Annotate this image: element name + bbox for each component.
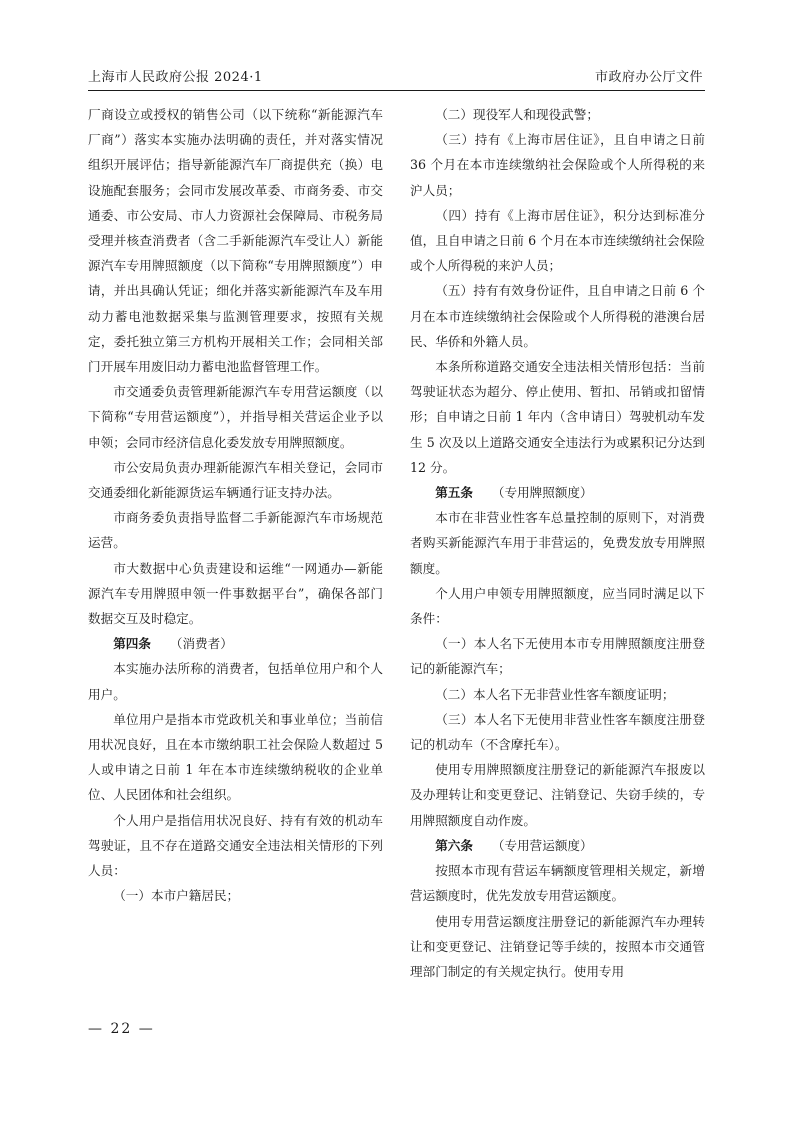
header-publication-title: 上海市人民政府公报 2024·1: [88, 70, 263, 85]
paragraph: （三）持有《上海市居住证》，且自申请之日前 36 个月在本市连续缴纳社会保险或个人所得税的来沪人员；: [410, 132, 705, 198]
paragraph: 本实施办法所称的消费者，包括单位用户和个人用户。: [88, 661, 383, 702]
article-number: 第六条: [435, 837, 473, 853]
article-topic: （消费者）: [176, 636, 233, 652]
paragraph: 个人用户是指信用状况良好、持有有效的机动车驾驶证，且不存在道路交通安全违法相关情形的下列人员：: [88, 812, 383, 879]
paragraph: 使用专用营运额度注册登记的新能源汽车办理转让和变更登记、注销登记等手续的，按照本市交通管理部门制定的有关规定执行。使用专用: [410, 913, 705, 979]
paragraph: （二）本人名下无非营业性客车额度证明；: [435, 686, 675, 702]
paragraph: 单位用户是指本市党政机关和事业单位；当前信用状况良好，且在本市缴纳职工社会保险人数超过 5 人或申请之日前 1 年在本市连续缴纳税收的企业单位、人民团体和社会组织。: [88, 711, 383, 803]
header-section-title: 市政府办公厅文件: [594, 70, 703, 85]
paragraph: 市大数据中心负责建设和运维“一网通办—新能源汽车专用牌照申领一件事数据平台”，确保各部门数据交互及时稳定。: [88, 560, 383, 627]
paragraph: 厂商设立或授权的销售公司（以下统称“新能源汽车厂商”）落实本实施办法明确的责任，并对落实情况组织开展评估；指导新能源汽车厂商提供充（换）电设施配套服务；会同市发展改革委、市商务委、市交通委、市公安局、市人力资源社会保障局、市税务局受理并核查消费者（含二手新能源汽车受让人）新能源汽车专用牌照额度（以下简称“专用牌照额度”）申请，并出具确认凭证；细化并落实新能源汽车及车用动力蓄电池数据采集与监测管理要求，按照有关规定，委托独立第三方机构开展相关工作；会同相关部门开展车用废旧动力蓄电池监督管理工作。: [88, 107, 383, 375]
article-topic: （专用牌照额度）: [498, 485, 593, 501]
article-heading: [88, 631, 383, 656]
article-heading: [410, 480, 705, 505]
paragraph: 本市在非营业性客车总量控制的原则下，对消费者购买新能源汽车用于非营运的，免费发放专用牌照额度。: [410, 510, 705, 576]
paragraph: （二）现役军人和现役武警；: [435, 107, 599, 122]
paragraph: （五）持有有效身份证件，且自申请之日前 6 个月在本市连续缴纳社会保险或个人所得税的港澳台居民、华侨和外籍人员。: [410, 283, 705, 349]
paragraph: 使用专用牌照额度注册登记的新能源汽车报废以及办理转让和变更登记、注销登记、失窃手续的，专用牌照额度自动作废。: [410, 762, 705, 828]
paragraph: 市商务委负责指导监督二手新能源汽车市场规范运营。: [88, 510, 383, 551]
header-divider: [88, 90, 705, 91]
paragraph: 按照本市现有营运车辆额度管理相关规定，新增营运额度时，优先发放专用营运额度。: [410, 863, 705, 904]
article-topic: （专用营运额度）: [498, 837, 593, 853]
article-number: 第五条: [435, 485, 473, 501]
article-number: 第四条: [113, 636, 151, 652]
page-number: — 22 —: [88, 1021, 155, 1037]
paragraph: 本条所称道路交通安全违法相关情形包括：当前驾驶证状态为超分、停止使用、暂扣、吊销或扣留情形；自申请之日前 1 年内（含申请日）驾驶机动车发生 5 次及以上道路交通安全违法行为或累积记分达到 12 分。: [410, 359, 705, 475]
paragraph: 市交通委负责管理新能源汽车专用营运额度（以下简称“专用营运额度”），并指导相关营运企业予以申领；会同市经济信息化委发放专用牌照额度。: [88, 384, 383, 450]
paragraph: 市公安局负责办理新能源汽车相关登记，会同市交通委细化新能源货运车辆通行证支持办法。: [88, 459, 383, 501]
article-heading: [410, 833, 705, 858]
paragraph: （三）本人名下无使用非营业性客车额度注册登记的机动车（不含摩托车）。: [410, 711, 705, 753]
right-column: [410, 102, 705, 984]
paragraph: （四）持有《上海市居住证》，积分达到标准分值，且自申请之日前 6 个月在本市连续缴纳社会保险或个人所得税的来沪人员；: [410, 207, 705, 274]
left-column: [88, 102, 383, 909]
paragraph: （一）本市户籍居民；: [113, 888, 240, 904]
paragraph: （一）本人名下无使用本市专用牌照额度注册登记的新能源汽车；: [410, 636, 705, 677]
paragraph: 个人用户申领专用牌照额度，应当同时满足以下条件：: [410, 585, 705, 627]
